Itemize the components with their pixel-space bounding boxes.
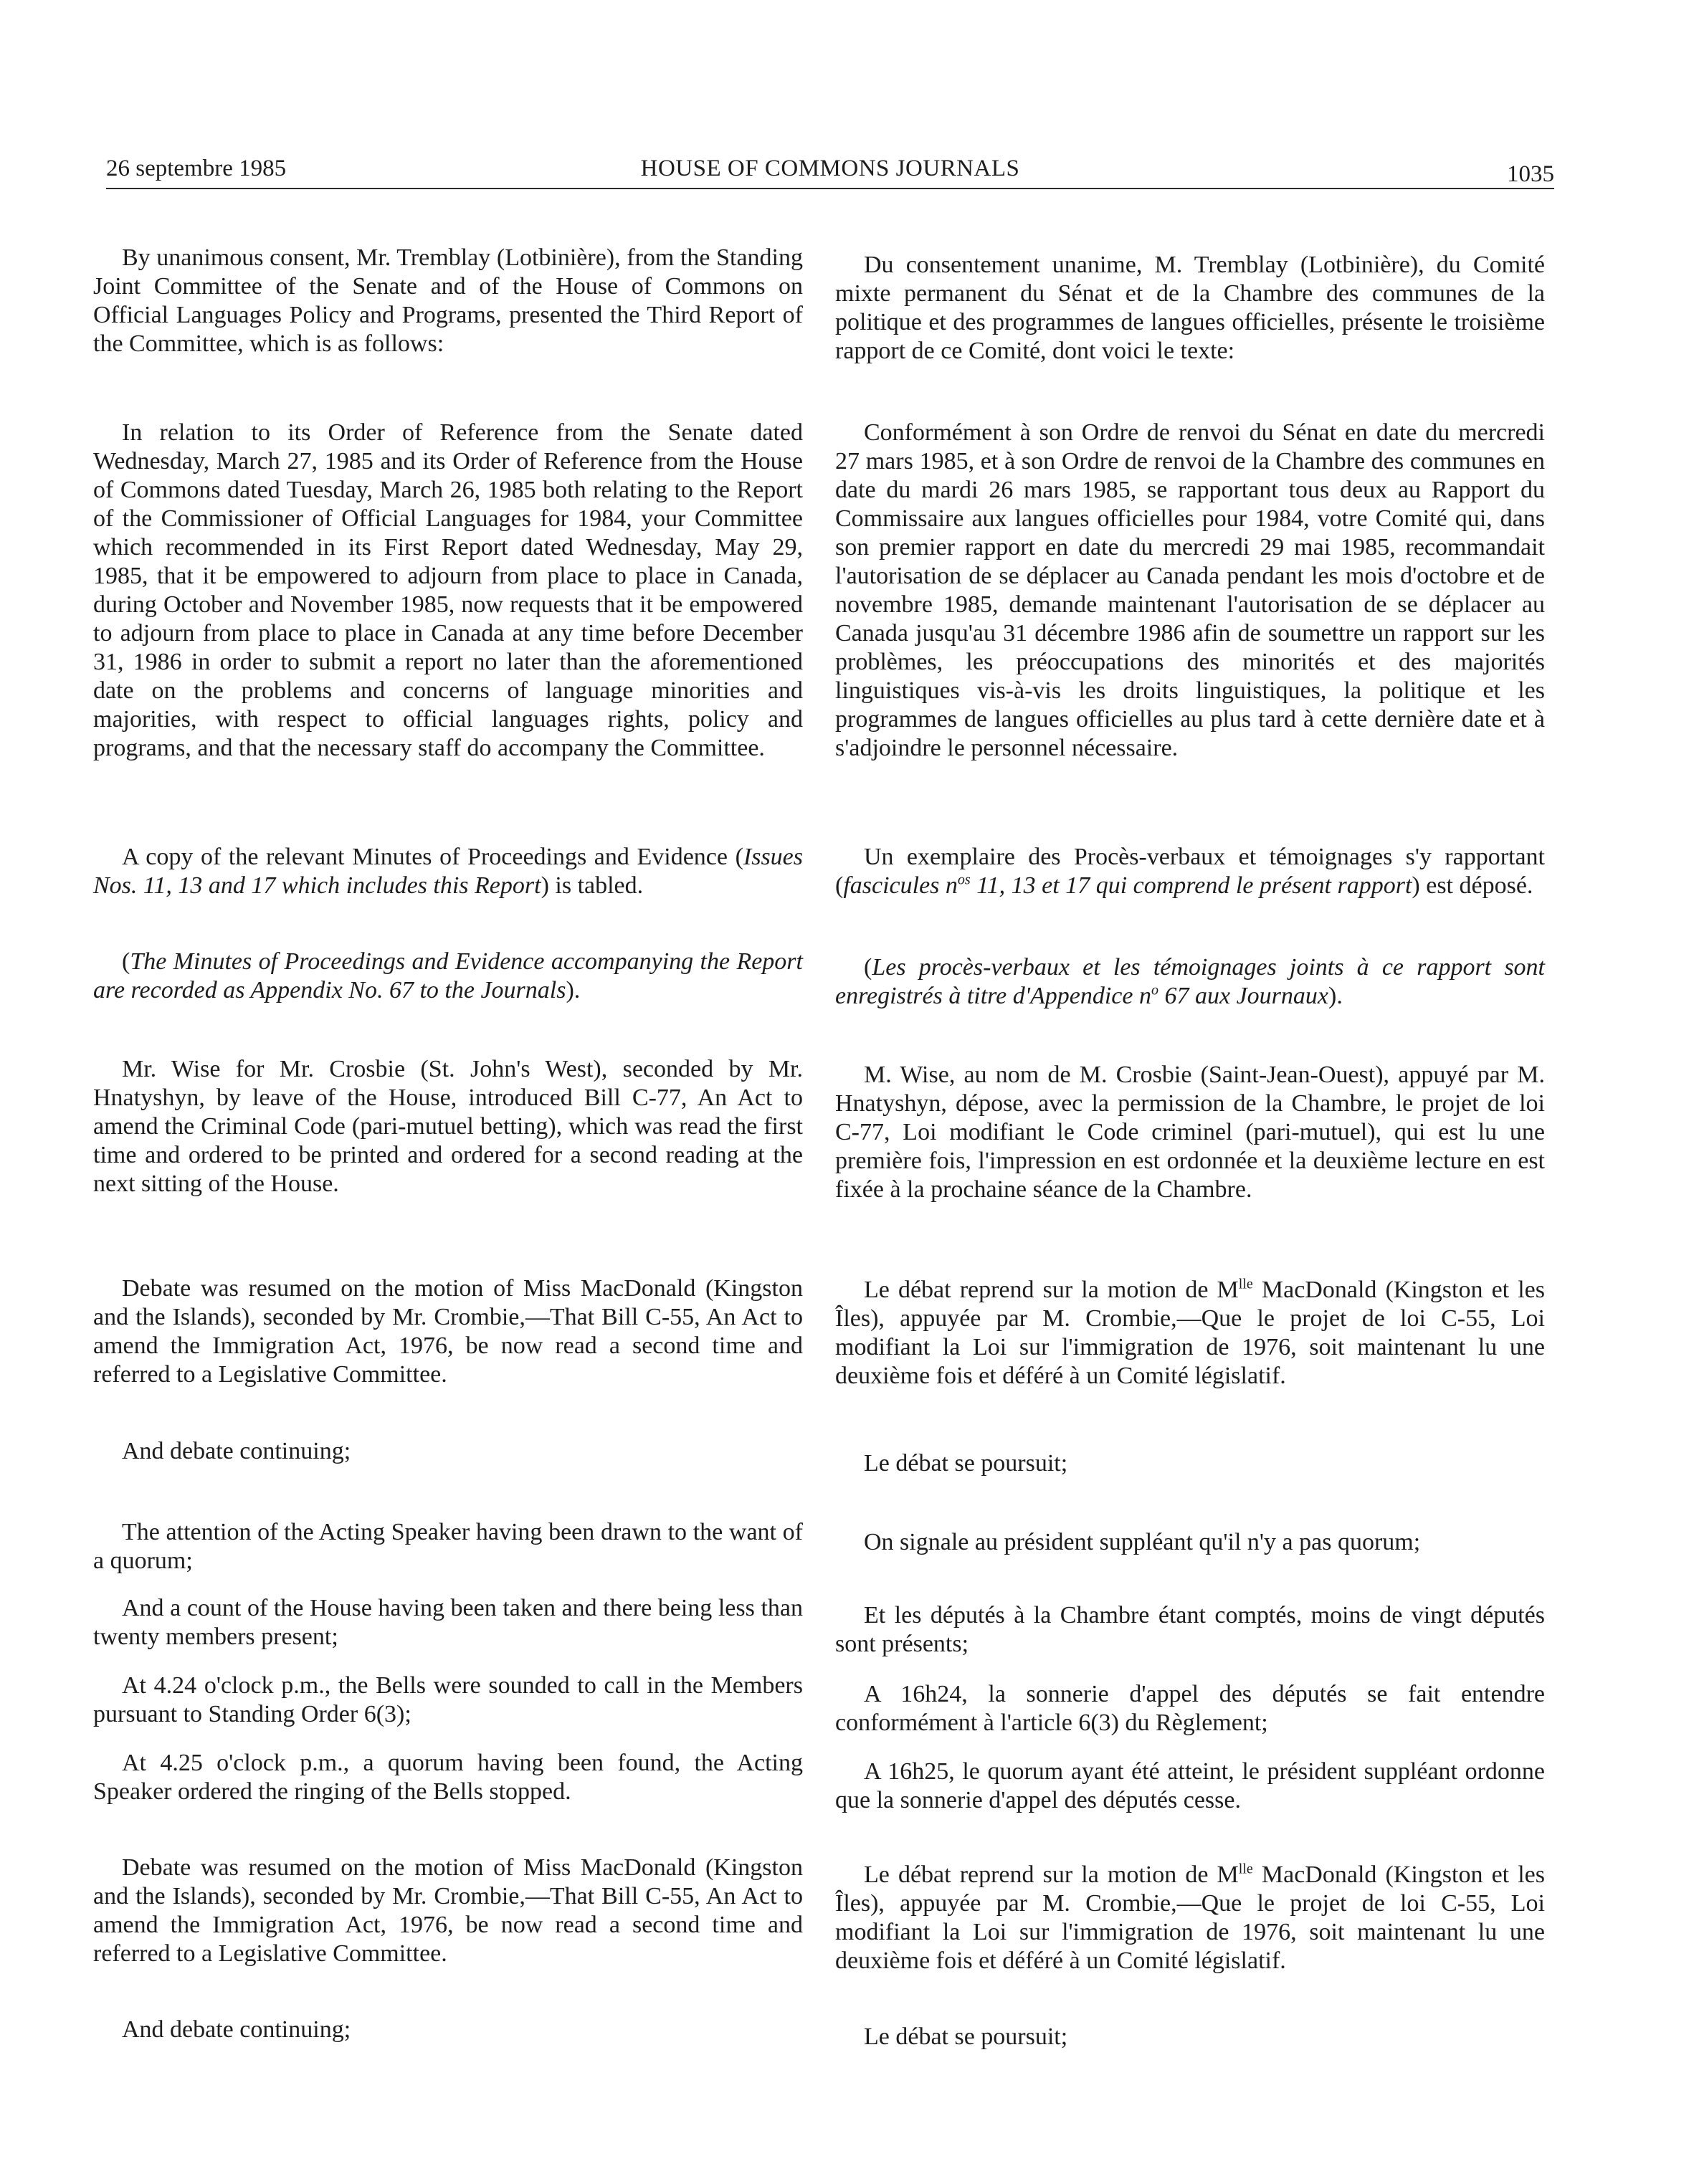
fr-p6-superscript: lle [1238, 1276, 1253, 1292]
fr-p4-italic-b: 67 aux Journaux [1158, 983, 1329, 1009]
en-paragraph-appendix-note [93, 948, 803, 1005]
fr-paragraph-quorum-attention: On signale au président suppléant qu'il n'y a pas quorum; [864, 1529, 1421, 1555]
en-paragraph-quorum-attention: The attention of the Acting Speaker having been drawn to the want of a quorum; [93, 1519, 803, 1574]
fr-p3-italic-b: 11, 13 et 17 qui comprend le présent rapport [970, 872, 1412, 899]
fr-p12-text-a: Le débat reprend sur la motion de M [864, 1861, 1239, 1888]
fr-paragraph-debate-resumed-2 [835, 1861, 1545, 1975]
fr-paragraph-count-taken: Et les députés à la Chambre étant comptés, moins de vingt députés sont présents; [835, 1602, 1545, 1657]
fr-paragraph-bells-sounded: A 16h24, la sonnerie d'appel des députés se fait entendre conformément à l'article 6(3) du Règlement; [835, 1681, 1545, 1736]
fr-paragraph-minutes-tabled [835, 843, 1545, 900]
fr-p3-italic-a: fascicules n [843, 872, 958, 899]
en-p4-open: ( [122, 948, 130, 975]
fr-p3-text-c: ) est déposé. [1412, 872, 1533, 899]
page-number: 1035 [1507, 161, 1554, 187]
en-paragraph-quorum-found: At 4.25 o'clock p.m., a quorum having been found, the Acting Speaker ordered the ringing of the Bells stopped. [93, 1750, 803, 1805]
en-paragraph-minutes-tabled [93, 843, 803, 900]
en-paragraph-debate-resumed-1: Debate was resumed on the motion of Miss MacDonald (Kingston and the Islands), seconded by Mr. Crombie,—That Bill C-55, An Act to amend the Immigration Act, 1976, be now read a second time and referred to a Legislative Committee. [93, 1275, 803, 1388]
en-paragraph-count-taken: And a count of the House having been taken and there being less than twenty members present; [93, 1595, 803, 1650]
fr-paragraph-bill-c77: M. Wise, au nom de M. Crosbie (Saint-Jean-Ouest), appuyé par M. Hnatyshyn, dépose, avec la permission de la Chambre, le projet de loi C-77, Loi modifiant le Code criminel (pari-mutuel), qui est lu une première fois, l'impression en est ordonnée et la deuxième lecture en est fixée à la prochaine séance de la Chambre. [835, 1062, 1545, 1203]
en-p4-italic: The Minutes of Proceedings and Evidence accompanying the Report are recorded as Appendix No. 67 to the Journals [93, 948, 803, 1003]
header-date: 26 septembre 1985 [106, 156, 287, 181]
en-p3-text-c: ) is tabled. [541, 872, 644, 899]
fr-p4-italic-a: Les procès-verbaux et les témoignages joints à ce rapport sont enregistrés à titre d'Appendice n [835, 954, 1545, 1009]
fr-paragraph-debate-continuing-1: Le débat se poursuit; [864, 1450, 1068, 1477]
fr-paragraph-report-presented: Du consentement unanime, M. Tremblay (Lotbinière), du Comité mixte permanent du Sénat et de la Chambre des communes de la politique et des programmes de langues officielles, présente le troisième rapport de ce Comité, dont voici le texte: [835, 252, 1545, 364]
en-paragraph-report-presented: By unanimous consent, Mr. Tremblay (Lotbinière), from the Standing Joint Committee of the Senate and of the House of Commons on Official Languages Policy and Programs, presented the Third Report of the Committee, which is as follows: [93, 244, 803, 357]
en-paragraph-report-text: In relation to its Order of Reference from the Senate dated Wednesday, March 27, 1985 and its Order of Reference from the House of Commons dated Tuesday, March 26, 1985 both relating to the Report of the Commissioner of Official Languages for 1984, your Committee which recommended in its First Report dated Wednesday, May 29, 1985, that it be empowered to adjourn from place to place in Canada, during October and November 1985, now requests that it be empowered to adjourn from place to place in Canada at any time before December 31, 1986 in order to submit a report no later than the aforementioned date on the problems and concerns of language minorities and majorities, with respect to official languages rights, policy and programs, and that the necessary staff do accompany the Committee. [93, 419, 803, 761]
en-paragraph-bells-sounded: At 4.24 o'clock p.m., the Bells were sounded to call in the Members pursuant to Standing Order 6(3); [93, 1672, 803, 1727]
fr-paragraph-debate-continuing-2: Le débat se poursuit; [864, 2023, 1068, 2050]
fr-p12-text-b: MacDonald (Kingston et les Îles), appuyée par M. Crombie,—Que le projet de loi C-55, Loi modifiant la Loi sur l'immigration de 1976, soit maintenant lu une deuxième fois et déféré à un Comité législatif. [835, 1861, 1545, 1974]
en-paragraph-bill-c77: Mr. Wise for Mr. Crosbie (St. John's West), seconded by Mr. Hnatyshyn, by leave of the House, introduced Bill C-77, An Act to amend the Criminal Code (pari-mutuel betting), which was read the first time and ordered to be printed and ordered for a second reading at the next sitting of the House. [93, 1056, 803, 1197]
fr-paragraph-appendix-note [835, 953, 1545, 1011]
fr-p4-close: ). [1328, 983, 1343, 1009]
fr-p4-open: ( [864, 954, 872, 981]
en-paragraph-debate-resumed-2: Debate was resumed on the motion of Miss MacDonald (Kingston and the Islands), seconded by Mr. Crombie,—That Bill C-55, An Act to amend the Immigration Act, 1976, be now read a second time and referred to a Legislative Committee. [93, 1854, 803, 1967]
fr-paragraph-report-text: Conformément à son Ordre de renvoi du Sénat en date du mercredi 27 mars 1985, et à son Ordre de renvoi de la Chambre des communes en date du mardi 26 mars 1985, se rapportant tous deux au Rapport du Commissaire aux langues officielles pour 1984, votre Comité qui, dans son premier rapport en date du mercredi 29 mai 1985, recommandait l'autorisation de se déplacer au Canada pendant les mois d'octobre et de novembre 1985, demande maintenant l'autorisation de se déplacer au Canada jusqu'au 31 décembre 1986 afin de soumettre un rapport sur les problèmes, les préoccupations des minorités et des majorités linguistiques vis-à-vis les droits linguistiques, la politique et les programmes de langues officielles au plus tard à cette dernière date et à s'adjoindre le personnel nécessaire. [835, 419, 1545, 761]
header-title: HOUSE OF COMMONS JOURNALS [640, 156, 1020, 181]
fr-p6-text-a: Le débat reprend sur la motion de M [864, 1277, 1239, 1303]
en-p4-close: ). [566, 977, 581, 1003]
en-p3-text-a: A copy of the relevant Minutes of Proceedings and Evidence ( [122, 844, 743, 870]
en-paragraph-debate-continuing-1: And debate continuing; [122, 1438, 351, 1464]
fr-p6-text-b: MacDonald (Kingston et les Îles), appuyée par M. Crombie,—Que le projet de loi C-55, Loi modifiant la Loi sur l'immigration de 1976, soit maintenant lu une deuxième fois et déféré à un Comité législatif. [835, 1277, 1545, 1389]
fr-p4-superscript: o [1151, 982, 1158, 998]
page-header [106, 143, 1554, 189]
fr-p12-superscript: lle [1238, 1861, 1253, 1877]
fr-p3-text-a: Un exemplaire des Procès-verbaux et témoignages s'y rapportant ( [835, 844, 1545, 899]
en-paragraph-debate-continuing-2: And debate continuing; [122, 2016, 351, 2043]
fr-paragraph-debate-resumed-1 [835, 1276, 1545, 1391]
fr-p3-superscript: os [957, 872, 971, 888]
en-p3-italic: Issues Nos. 11, 13 and 17 which includes this Report [93, 844, 803, 899]
fr-paragraph-quorum-found: A 16h25, le quorum ayant été atteint, le président suppléant ordonne que la sonnerie d'appel des députés cesse. [835, 1758, 1545, 1813]
